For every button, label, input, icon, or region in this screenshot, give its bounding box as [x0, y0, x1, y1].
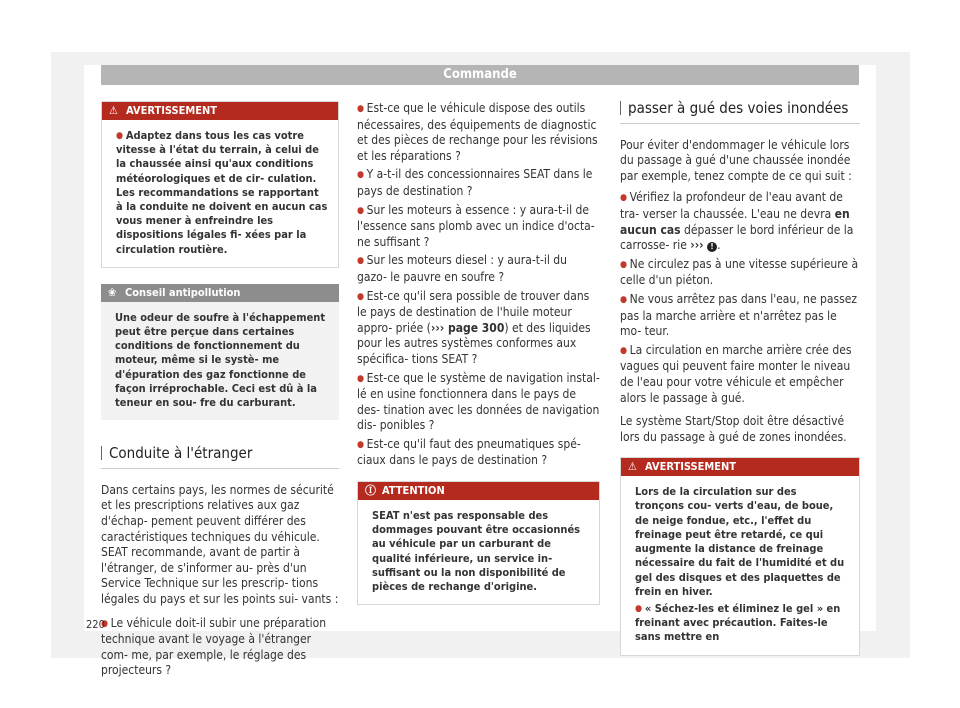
warning-item: ● « Séchez-les et éliminez le gel » en freinant avec précaution. Faites-le sans mettre en [635, 602, 849, 645]
list-item: ● Y a-t-il des concessionnaires SEAT dans le pays de destination ? [357, 167, 600, 199]
list-item: ● Ne circulez pas à une vitesse supérieure à celle d'un piéton. [620, 257, 860, 289]
eco-header [101, 284, 339, 302]
warning-body-2 [621, 476, 859, 654]
flood-intro: Pour éviter d'endommager le véhicule lors du passage à gué d'une chaussée inondée par exemple, tenez compte de ce qui suit : [620, 137, 852, 183]
warning-text: Lors de la circulation sur des tronçons cou- verts d'eau, de boue, de neige fondue, etc., l'effet du freinage peut être retardé, ce qui augmente la distance de freinage nécessaire du fait de l'humidité et du gel des disques et des plaquettes de frein en hiver. [635, 485, 845, 598]
list-item: ● Vérifiez la profondeur de l'eau avant de tra- verser la chaussée. L'eau ne devra en aucun cas dépasser le bord inférieur de la carrosse- rie ››› ! . [620, 190, 860, 253]
attention-box [357, 481, 600, 605]
eco-box [101, 284, 339, 420]
eco-title: Conseil antipollution [125, 285, 241, 299]
warning-title: AVERTISSEMENT [126, 104, 218, 117]
list-item [357, 289, 600, 368]
warning-title-2: AVERTISSEMENT [645, 460, 737, 474]
list-item-text: Est-ce qu'il sera possible de trouver dans le pays de destination de l'huile moteur appro- priée ( [357, 288, 590, 335]
warning-item: ● Adaptez dans tous les cas votre vitesse à l'état du terrain, à celui de la chaussée ainsi qu'aux conditions météorologiques et de cir- culation. Les recommandations se rapportant à la conduite ne doivent en aucun cas vous mener à enfreindre les dispositions légales fi- xées par la circulation routière. [116, 129, 327, 256]
page-number: 220 [86, 618, 105, 631]
list-item: ● Est-ce que le système de navigation instal- lé en usine fonctionnera dans le pays de des- tination avec les données de navigation dis- ponibles ? [357, 371, 600, 434]
section-title-abroad: Conduite à l'étranger [101, 446, 339, 469]
warning-box [101, 101, 339, 268]
abroad-bullet: ● Le véhicule doit-il subir une préparation technique avant le voyage à l'étranger com- me, par exemple, le réglage des projecteurs ? [101, 616, 339, 679]
warning-box-2 [620, 457, 860, 655]
startstop-note: Le système Start/Stop doit être désactivé lors du passage à gué de zones inondées. [620, 414, 847, 444]
list-item: ● Ne vous arrêtez pas dans l'eau, ne passez pas la marche arrière et n'arrêtez pas le mo- teur. [620, 292, 860, 340]
attention-header [358, 482, 599, 500]
middle-column [357, 101, 600, 605]
list-item-text: dépasser le bord inférieur de la carrosse- rie [620, 222, 854, 253]
list-item: ● Est-ce que le véhicule dispose des outils nécessaires, des équipements de diagnostic et des pièces de rechange pour les révisions et les réparations ? [357, 101, 600, 164]
warning-icon: ⚠ [109, 104, 118, 117]
warning-icon: ⚠ [628, 460, 637, 474]
list-item: ● Sur les moteurs à essence : y aura-t-il de l'essence sans plomb avec un indice d'octa- ne suffisant ? [357, 203, 600, 251]
section-title-flood: passer à gué des voies inondées [620, 101, 860, 124]
right-column [620, 101, 860, 656]
eco-text: Une odeur de soufre à l'échappement peut être perçue dans certaines conditions de fonctionnement du moteur, même si le systè- me d'épuration des gaz fonctionne de façon irréprochable. Ceci est dû à la teneur en sou- fre du carburant. [115, 310, 326, 410]
left-column [101, 101, 339, 679]
attention-title: ATTENTION [382, 484, 445, 498]
warning-header [102, 102, 338, 120]
info-icon: Ⓘ [365, 484, 376, 498]
list-item: ● Sur les moteurs diesel : y aura-t-il du gazo- le pauvre en soufre ? [357, 253, 600, 285]
attention-text: SEAT n'est pas responsable des dommages pouvant être occasionnés au véhicule par un carburant de qualité inférieure, un service in- suffisant ou la non disponibilité de pièces de rechange d'origine. [372, 509, 581, 594]
reference-link[interactable]: ››› [690, 238, 704, 253]
emphasis: en aucun cas [620, 206, 850, 237]
page-header: Commande [101, 65, 859, 85]
list-item: ● Est-ce qu'il faut des pneumatiques spé- ciaux dans le pays de destination ? [357, 437, 600, 469]
eco-icon: ❀ [108, 285, 117, 299]
alert-icon: ! [707, 242, 717, 252]
warning-body [102, 120, 338, 267]
list-item-text: Vérifiez la profondeur de l'eau avant de tra- verser la chaussée. L'eau ne devra [620, 190, 843, 221]
list-item: ● La circulation en marche arrière crée des vagues qui peuvent faire monter le niveau de l'eau pour votre véhicule et empêcher alors le passage à gué. [620, 343, 860, 406]
warning-header-2 [621, 458, 859, 476]
abroad-intro: Dans certains pays, les normes de sécurité et les prescriptions relatives aux gaz d'échap- pement peuvent différer des caractéristiques techniques du véhicule. SEAT recommande, avant de partir à l'étranger, de s'informer au- près d'un Service Technique sur les prescrip- tions légales du pays et sur les points sui- vants : [101, 482, 339, 606]
page-reference-link[interactable]: ››› page 300 [430, 320, 505, 335]
list-item-text: ) et des liquides pour les autres systèmes conformes aux spécifica- tions SEAT ? [357, 320, 591, 366]
